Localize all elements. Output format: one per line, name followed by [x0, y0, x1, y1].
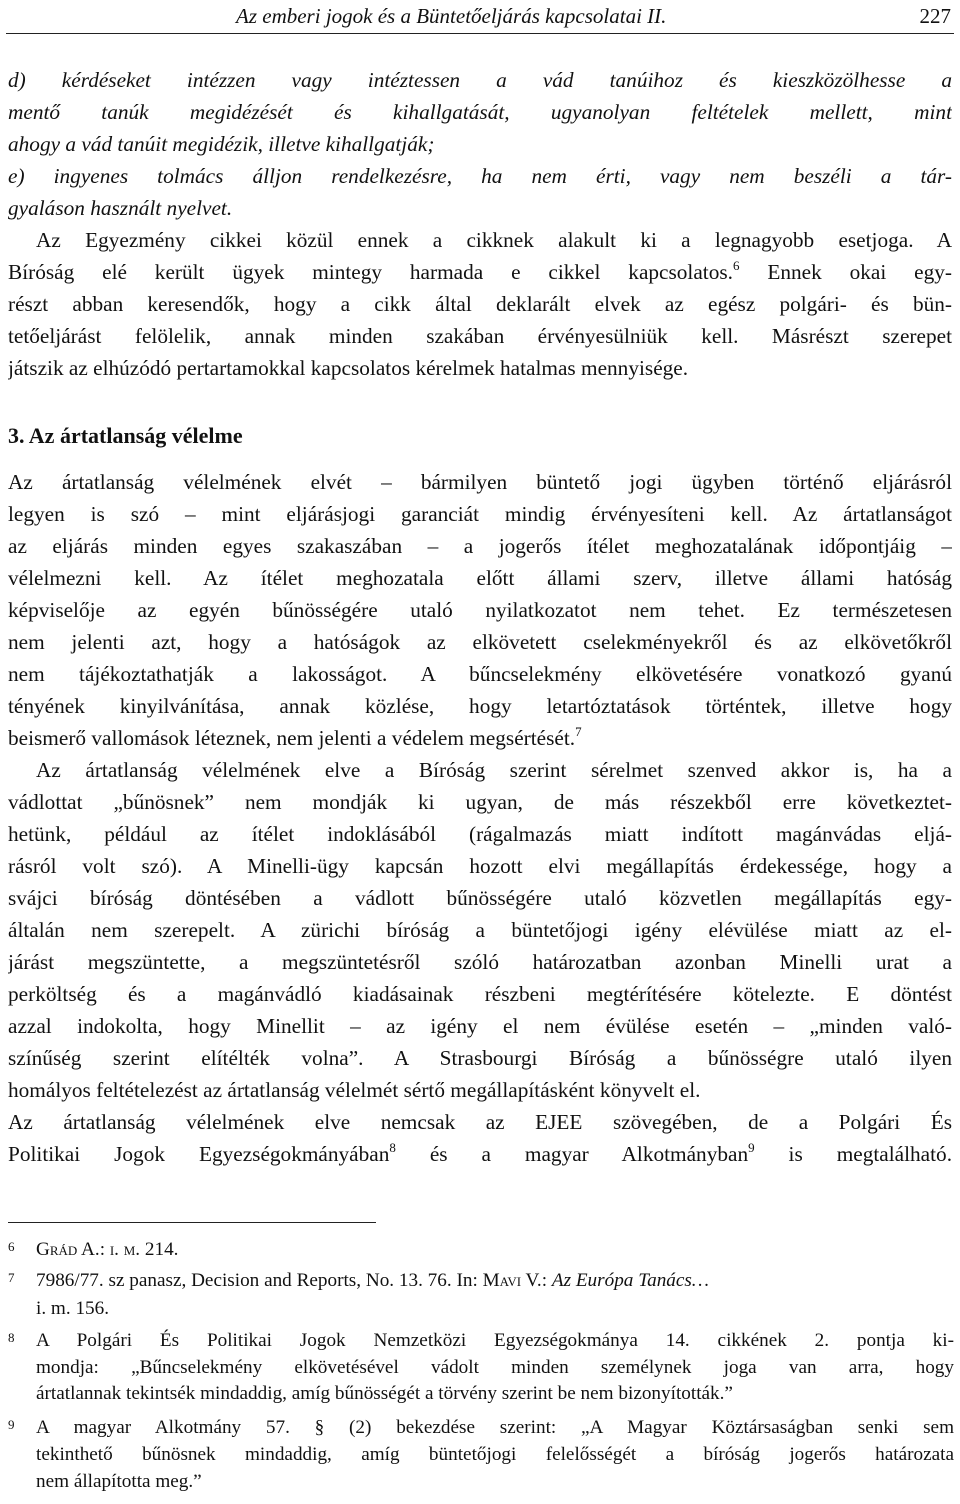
text-line: járást megszüntette, a megszüntetésről szóló határozatban azonban Minelli urat a: [8, 950, 952, 974]
footnote-line: i. m. 156.: [36, 1298, 110, 1319]
footnote-line: mondja: „Bűncselekmény elkövetésével vádolt minden személynek joga van arra, hogy: [36, 1357, 954, 1378]
text-line: legyen is szó – mint eljárásjogi garanciát mindig érvényesíteni kell. Az ártatlanságot: [8, 502, 952, 526]
section-heading: 3. Az ártatlanság vélelme: [8, 423, 243, 448]
text-line: rásról volt szó). A Minelli-ügy kapcsán hozott elvi megállapítás érdekessége, hogy a: [8, 854, 952, 878]
text-line: gyaláson használt nyelvet.: [8, 196, 233, 220]
text-line: nem jelenti azt, hogy a hatóságok az elkövetett cselekményekről és az elkövetőkről: [8, 630, 952, 654]
text-line: d) kérdéseket intézzen vagy intéztessen a vád tanúihoz és kieszközölhesse a: [8, 68, 952, 92]
text-line: svájci bíróság döntésében a vádlott bűnösségére utaló közvetlen megállapítás egy-: [8, 886, 952, 910]
text-line: tényének kinyilvánítása, annak közlése, hogy letartóztatások történtek, illetve hogy: [8, 694, 952, 718]
text-line: perköltség és a magánvádló kiadásainak részbeni megtérítésére kötelezte. E döntést: [8, 982, 952, 1006]
footnote-number: 7: [8, 1270, 15, 1285]
page-number: 227: [919, 4, 951, 28]
text-line: hetünk, például az ítélet indoklásából (rágalmazás miatt indított magánvádas eljá-: [8, 822, 952, 846]
text-line: az eljárás minden egyes szakaszában – a jogerős ítélet meghozatalának időpontjáig –: [8, 534, 952, 558]
running-header: [0, 0, 960, 30]
text-line: vádlottat „bűnösnek” nem mondják ki ugyan, de más részekből erre következtet-: [8, 790, 952, 814]
text-line: Az Egyezmény cikkei közül ennek a cikknek alakult ki a legnagyobb esetjoga. A: [36, 228, 952, 252]
text-line: mentő tanúk megidézését és kihallgatását, ugyanolyan feltételek mellett, mint: [8, 100, 952, 124]
text-line: részt abban keresendők, hogy a cikk által deklarált elvek az egész polgári- és bün-: [8, 292, 952, 316]
text-line: színűség szerint elítélték volna”. A Strasbourgi Bíróság a bűnösségre utaló ilyen: [8, 1046, 952, 1070]
footnote-ref: 7: [575, 724, 582, 739]
footnote-line: 7986/77. sz panasz, Decision and Reports, No. 13. 76. In: Mavi V.: Az Európa Tanács…: [36, 1270, 709, 1291]
text-line: Az ártatlanság vélelmének elvét – bármilyen büntető jogi ügyben történő eljárásról: [8, 470, 952, 494]
text-line: ahogy a vád tanúit megidézik, illetve kihallgatják;: [8, 132, 435, 156]
footnote-line: ártatlannak tekintsék mindaddig, amíg bűnösségét a törvény szerint be nem bizonyították.”: [36, 1383, 733, 1404]
footnote-ref: 6: [732, 258, 740, 273]
text-line: tetőeljárást felölelik, annak minden szakában érvényesülniük kell. Másrészt szerepet: [8, 324, 952, 348]
text-line: Az ártatlanság vélelmének elve a Bíróság szerint sérelmet szenved akkor is, ha a: [36, 758, 952, 782]
footnote-number: 8: [8, 1330, 15, 1345]
footnote-number: 6: [8, 1239, 15, 1254]
footnote-number: 9: [8, 1417, 15, 1432]
text-line: e) ingyenes tolmács álljon rendelkezésre, ha nem érti, vagy nem beszéli a tár-: [8, 164, 952, 188]
header-rule: [6, 33, 954, 34]
text-line: nem tájékoztathatják a lakosságot. A bűncselekmény elkövetésére vonatkozó gyanú: [8, 662, 952, 686]
running-header-title: Az emberi jogok és a Büntetőeljárás kapcsolatai II.: [236, 4, 667, 28]
footnote-ref: 9: [748, 1140, 755, 1155]
text-line: beismerő vallomások léteznek, nem jelenti a védelem megsértését.$^7$: [8, 724, 582, 750]
text-line: vélelmezni kell. Az ítélet meghozatala előtt állami szerv, illetve állami hatóság: [8, 566, 952, 590]
footnote-line: nem állapította meg.”: [36, 1471, 202, 1492]
text-line: homályos feltételezést az ártatlanság vélelmét sértő megállapításként könyvelt el.: [8, 1078, 701, 1102]
text-line: azzal indokolta, hogy Minellit – az igény el nem évülése esetén – „minden való-: [8, 1014, 952, 1038]
text-line: képviselője az egyén bűnösségére utaló nyilatkozatot nem tehet. Ez természetesen: [8, 598, 952, 622]
text-line: Politikai Jogok Egyezségokmányában$^8$ és a magyar Alkotmányban$^9$ is megtalálható.: [8, 1140, 952, 1166]
footnote-line: tekinthető bűnösnek mindaddig, amíg büntetőjogi felelősségét a bíróság jogerős határozata: [36, 1444, 954, 1465]
footnote-line: A Polgári És Politikai Jogok Nemzetközi Egyezségokmánya 14. cikkének 2. pontja ki-: [36, 1330, 954, 1351]
text-line: Az ártatlanság vélelmének elve nemcsak az EJEE szövegében, de a Polgári És: [8, 1110, 952, 1134]
footnote-ref: 8: [389, 1140, 396, 1155]
footnote-line: A magyar Alkotmány 57. § (2) bekezdése szerint: „A Magyar Köztársaságban senki sem: [36, 1417, 954, 1438]
text-line: általán nem szerepelt. A zürichi bíróság a büntetőjogi igény elévülése miatt az el-: [8, 918, 952, 942]
text-line: játszik az elhúzódó pertartamokkal kapcsolatos kérelmek hatalmas mennyisége.: [8, 356, 689, 380]
footnote-rule: [8, 1222, 376, 1223]
footnote-line: Grád A.: i. m. 214.: [36, 1239, 179, 1260]
text-line: Bíróság elé került ügyek mintegy harmada e cikkel kapcsolatos.$^6$ Ennek okai egy-: [8, 258, 952, 284]
